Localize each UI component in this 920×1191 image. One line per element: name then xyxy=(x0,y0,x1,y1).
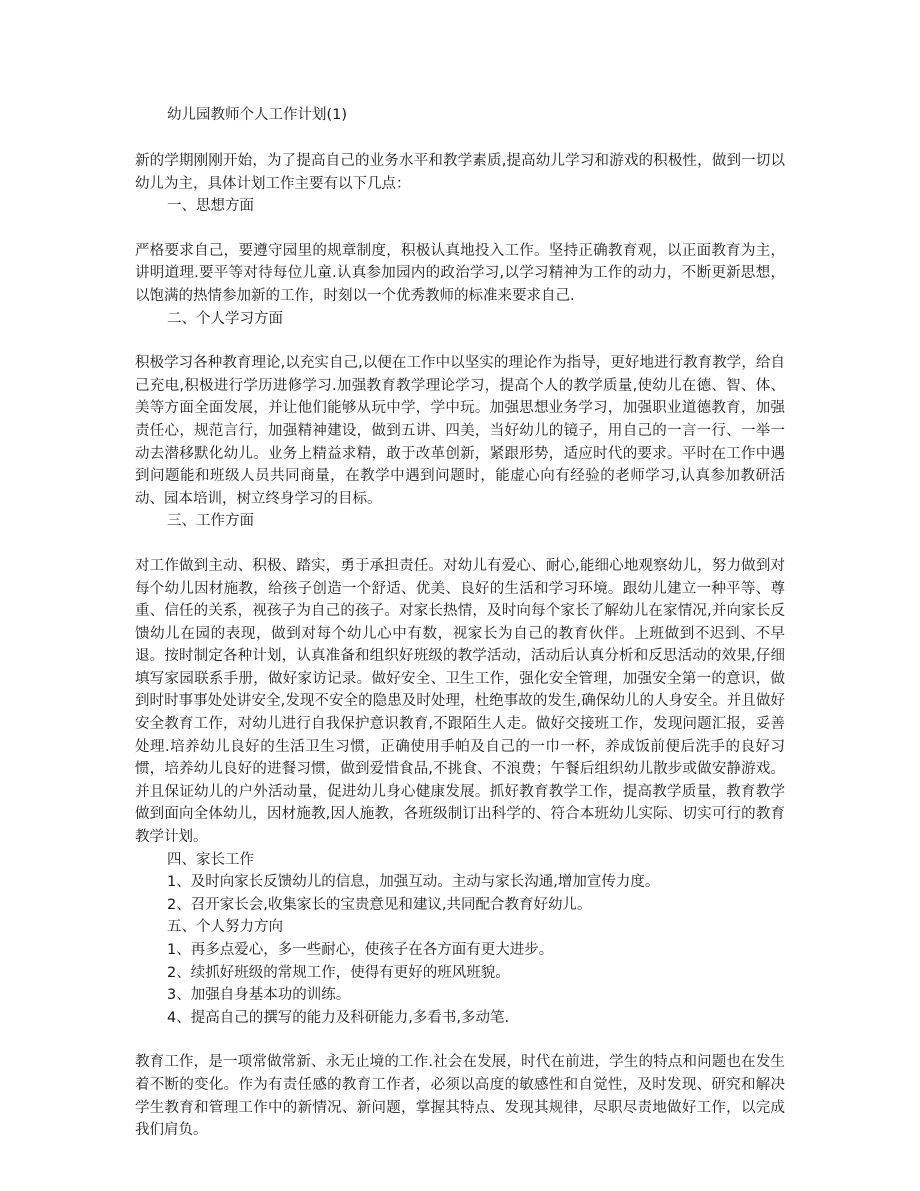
list-item: 3、加强自身基本功的训练。 xyxy=(167,987,351,1004)
section-heading-effort: 五、个人努力方向 xyxy=(167,919,283,936)
list-item: 1、再多点爱心，多一些耐心，使孩子在各方面有更大进步。 xyxy=(167,942,554,958)
document-title: 幼儿园教师个人工作计划(1) xyxy=(167,107,348,123)
list-item: 4、提高自己的撰写的能力及科研能力,多看书,多动笔. xyxy=(167,1009,510,1026)
section-heading-study: 二、个人学习方面 xyxy=(167,310,283,327)
section-body-study: 积极学习各种教育理论,以充实自己,以便在工作中以坚实的理论作为指导，更好地进行教育教学，给自己充电,积极进行学历进修学习.加强教育教学理论学习，提高个人的教学质量,使幼儿在德、智、体、美等方面全面发展，并让他们能够从玩中学，学中玩。加强思想业务学习，加强职业道德教育，加强责任心，规范言行，加强精神建设，做到五讲、四美，当好幼儿的镜子，用自己的一言一行、一举一动去潜移默化幼儿。业务上精益求精，敢于改革创新，紧跟形势，适应时代的要求。平时在工作中遇到问题能和班级人员共同商量，在教学中遇到问题时，能虚心向有经验的老师学习,认真参加教研活动、园本培训，树立终身学习的目标。 xyxy=(135,355,785,507)
conclusion-paragraph: 教育工作，是一项常做常新、永无止境的工作.社会在发展，时代在前进，学生的特点和问题也在发生着不断的变化。作为有责任感的教育工作者，必须以高度的敏感性和自觉性，及时发现、研究和解决学生教育和管理工作中的新情况、新问题，掌握其特点、发现其规律，尽职尽责地做好工作，以完成我们肩负。 xyxy=(135,1054,785,1139)
document-page xyxy=(135,104,785,1142)
list-item: 2、续抓好班级的常规工作，使得有更好的班风班貌。 xyxy=(167,964,510,981)
section-heading-parents: 四、家长工作 xyxy=(167,851,254,868)
section-body-ideology: 严格要求自己，要遵守园里的规章制度，积极认真地投入工作。坚持正确教育观，以正面教育为主，讲明道理.要平等对待每位儿童.认真参加园内的政治学习,以学习精神为工作的动力，不断更新思想，以饱满的热情参加新的工作，时刻以一个优秀教师的标准来要求自己. xyxy=(135,242,785,304)
section-body-work: 对工作做到主动、积极、踏实，勇于承担责任。对幼儿有爱心、耐心,能细心地观察幼儿，努力做到对每个幼儿因材施教，给孩子创造一个舒适、优美、良好的生活和学习环境。跟幼儿建立一种平等、尊重、信任的关系，视孩子为自己的孩子。对家长热情，及时向每个家长了解幼儿在家情况,并向家长反馈幼儿在园的表现，做到对每个幼儿心中有数，视家长为自己的教育伙伴。上班做到不迟到、不早退。按时制定各种计划，认真准备和组织好班级的教学活动，活动后认真分析和反思活动的效果,仔细填写家园联系手册，做好家访记录。做好安全、卫生工作，强化安全管理，加强安全第一的意识，做到时时事事处处讲安全,发现不安全的隐患及时处理，杜绝事故的发生,确保幼儿的人身安全。并且做好安全教育工作，对幼儿进行自我保护意识教育,不跟陌生人走。做好交接班工作，发现问题汇报，妥善处理.培养幼儿良好的生活卫生习惯，正确使用手帕及自己的一巾一杯，养成饭前便后洗手的良好习惯，培养幼儿良好的进餐习惯，做到爱惜食品,不挑食、不浪费；午餐后组织幼儿散步或做安静游戏。并且保证幼儿的户外活动量，促进幼儿身心健康发展。抓好教育教学工作，提高教学质量，教育教学做到面向全体幼儿，因材施教,因人施教，各班级制订出科学的、符合本班幼儿实际、切实可行的教育教学计划。 xyxy=(135,557,785,846)
section-heading-ideology: 一、思想方面 xyxy=(167,198,254,215)
list-item: 1、及时向家长反馈幼儿的信息，加强互动。主动与家长沟通,增加宣传力度。 xyxy=(167,874,660,891)
section-heading-work: 三、工作方面 xyxy=(167,513,254,530)
list-item: 2、召开家长会,收集家长的宝贵意见和建议,共同配合教育好幼儿。 xyxy=(167,896,592,913)
intro-paragraph: 新的学期刚刚开始，为了提高自己的业务水平和教学素质,提高幼儿学习和游戏的积极性，做到一切以幼儿为主，具体计划工作主要有以下几点： xyxy=(135,153,785,192)
